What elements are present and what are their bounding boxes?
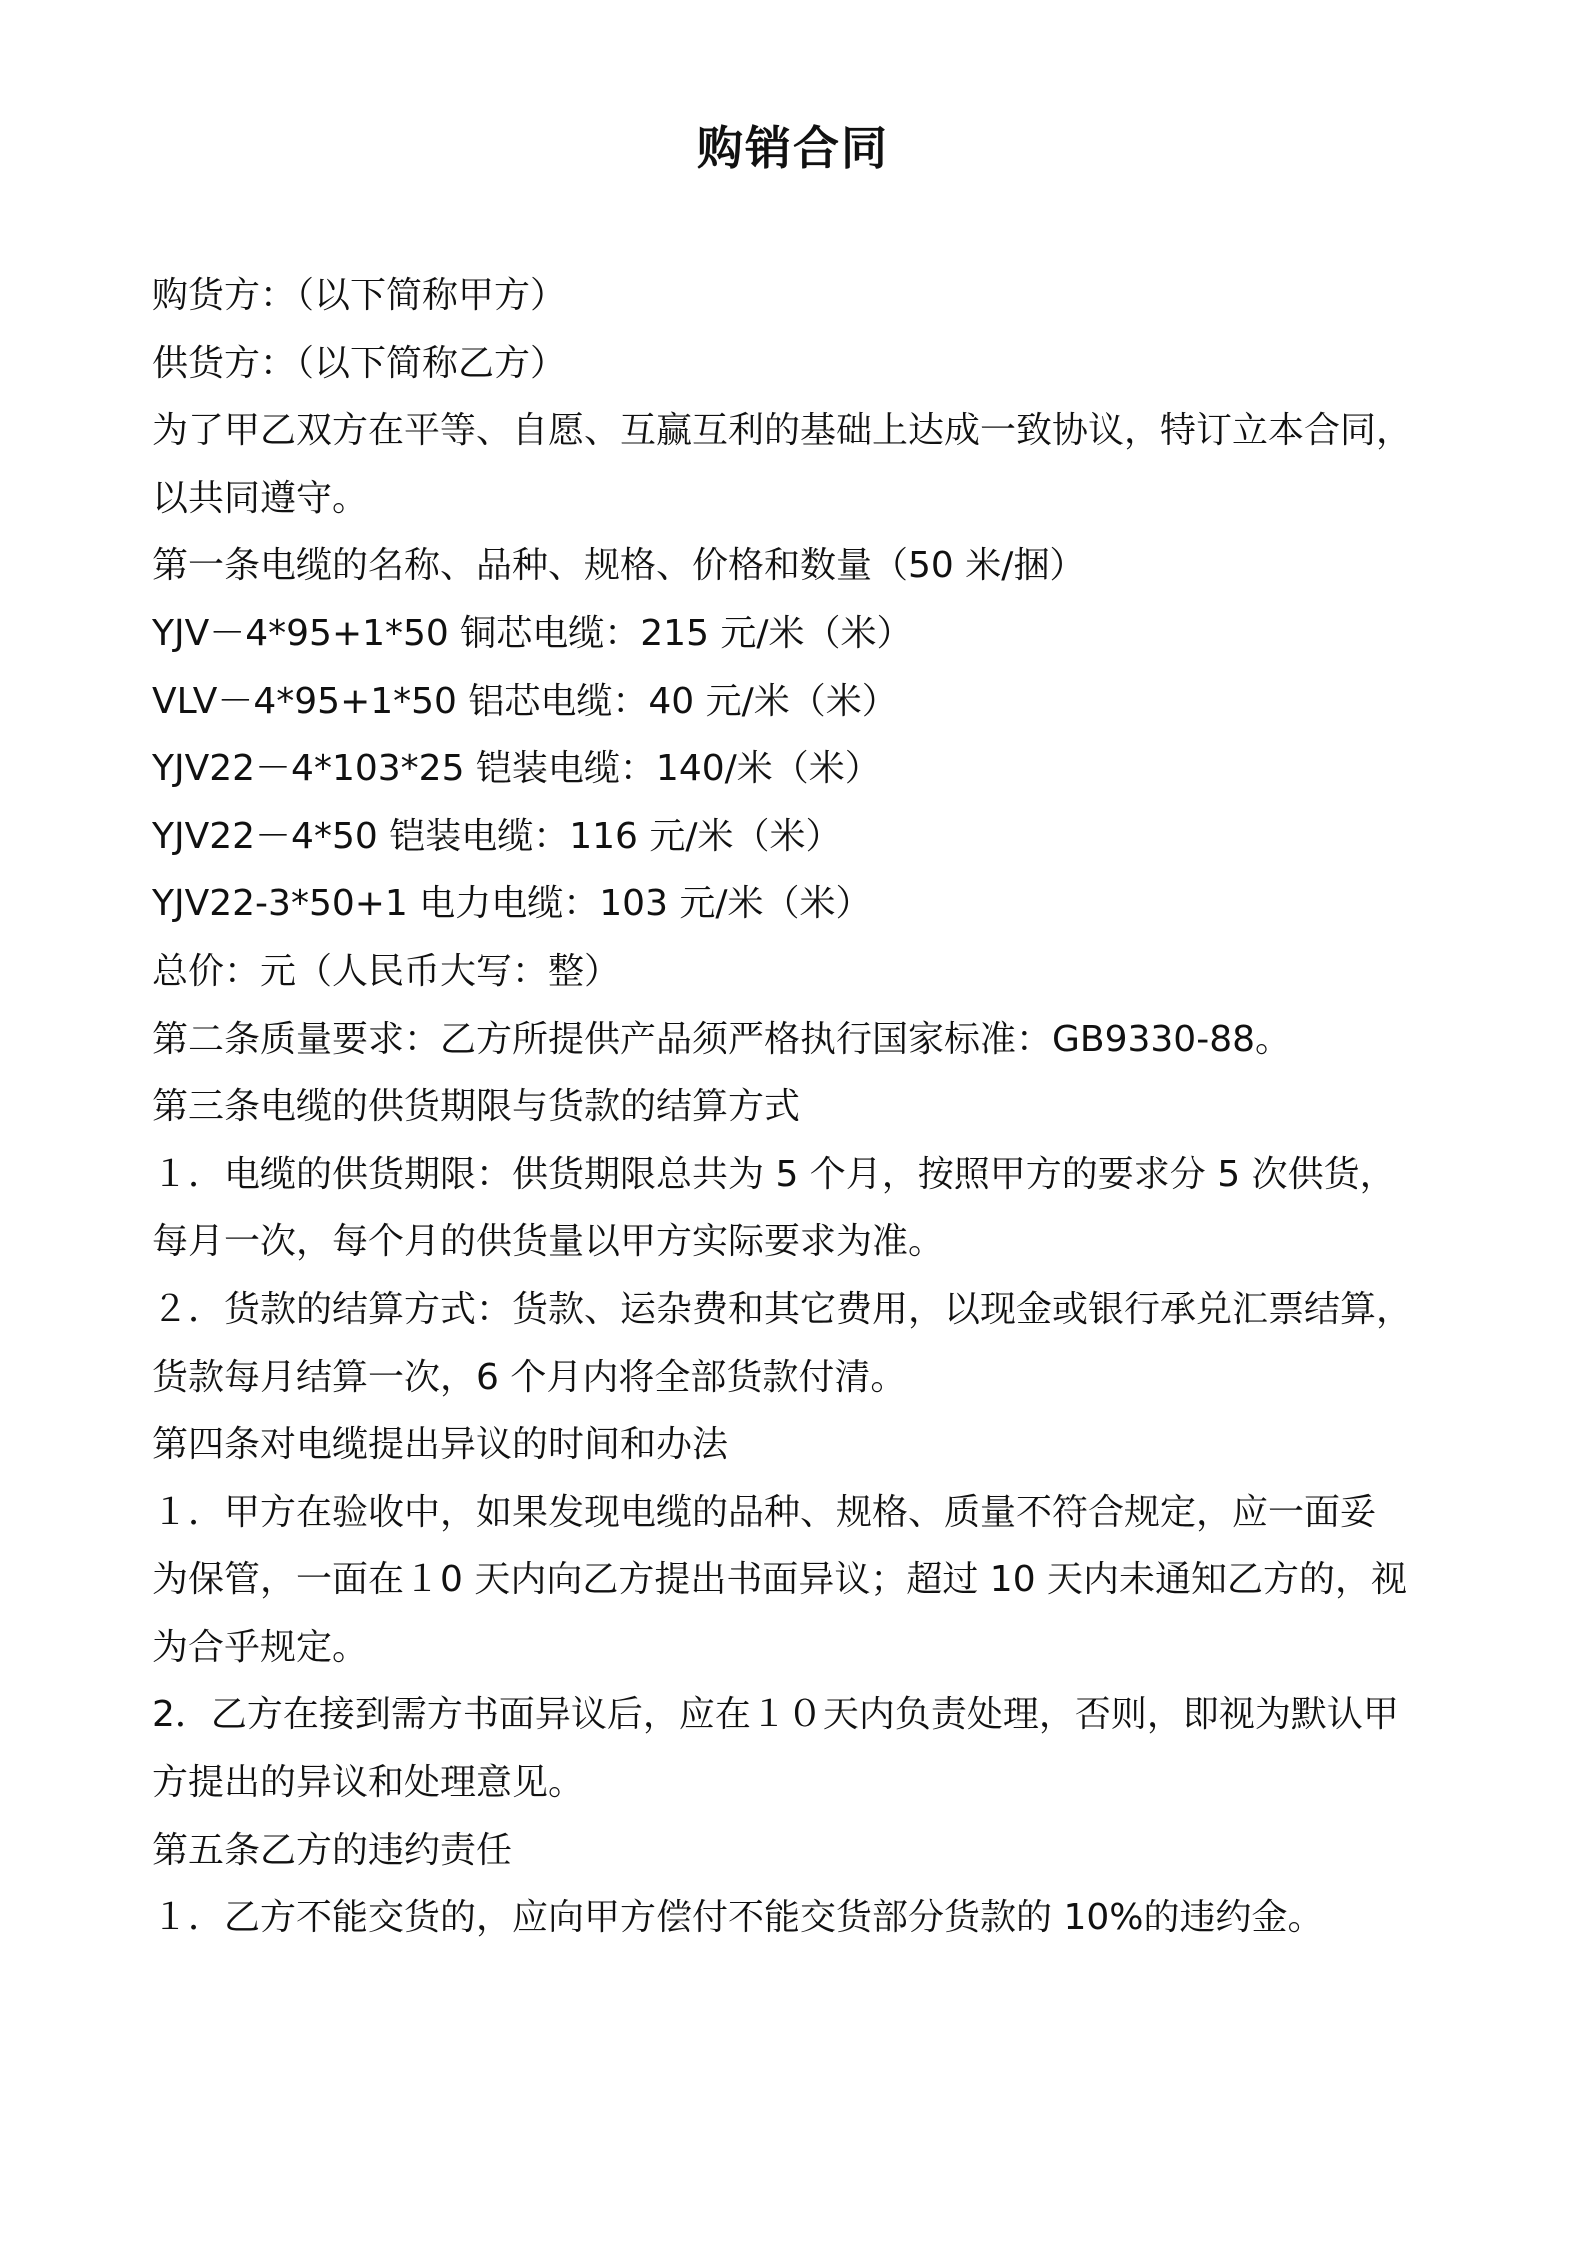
article-heading: 第五条乙方的违约责任 [152, 1829, 513, 1871]
product-line: YJV22－4*103*25 铠装电缆：140/米（米） [152, 748, 881, 790]
buyer-line: 购货方：（以下简称甲方） [152, 275, 567, 316]
clause-line: 为合乎规定。 [152, 1626, 369, 1668]
product-line: YJV－4*95+1*50 铜芯电缆：215 元/米（米） [152, 612, 913, 654]
article-heading: 第四条对电缆提出异议的时间和办法 [152, 1424, 729, 1466]
article-heading: 第二条质量要求：乙方所提供产品须严格执行国家标准：GB9330-88。 [152, 1018, 1292, 1060]
clause-line: 方提出的异议和处理意见。 [152, 1762, 585, 1804]
clause-line: 每月一次，每个月的供货量以甲方实际要求为准。 [152, 1221, 945, 1263]
preamble-line: 为了甲乙双方在平等、自愿、互赢互利的基础上达成一致协议，特订立本合同， [152, 410, 1413, 452]
clause-line: ２．货款的结算方式：货款、运杂费和其它费用，以现金或银行承兑汇票结算， [152, 1288, 1413, 1330]
clause-line: １．乙方不能交货的，应向甲方偿付不能交货部分货款的 10%的违约金。 [152, 1897, 1324, 1939]
clause-line: １．甲方在验收中，如果发现电缆的品种、规格、质量不符合规定，应一面妥 [152, 1491, 1377, 1533]
document-title: 购销合同 [697, 121, 889, 175]
clause-line: １．电缆的供货期限：供货期限总共为 5 个月，按照甲方的要求分 5 次供货， [152, 1153, 1396, 1195]
article-heading: 第一条电缆的名称、品种、规格、价格和数量（50 米/捆） [152, 545, 1086, 587]
supplier-line: 供货方：（以下简称乙方） [152, 342, 567, 384]
clause-line: 货款每月结算一次，6 个月内将全部货款付清。 [152, 1356, 907, 1398]
clause-line: 2．乙方在接到需方书面异议后，应在１０天内负责处理，否则，即视为默认甲 [152, 1694, 1399, 1736]
document-body [152, 262, 1452, 1952]
product-line: VLV－4*95+1*50 铝芯电缆：40 元/米（米） [152, 680, 898, 722]
clause-line: 为保管，一面在１0 天内向乙方提出书面异议；超过 10 天内未通知乙方的，视 [152, 1559, 1408, 1601]
product-line: YJV22－4*50 铠装电缆：116 元/米（米） [152, 815, 842, 857]
preamble-line: 以共同遵守。 [152, 477, 369, 519]
product-line: YJV22-3*50+1 电力电缆：103 元/米（米） [152, 883, 872, 925]
article-heading: 第三条电缆的供货期限与货款的结算方式 [152, 1086, 801, 1128]
total-price-line: 总价：元（人民币大写：整） [152, 950, 621, 992]
